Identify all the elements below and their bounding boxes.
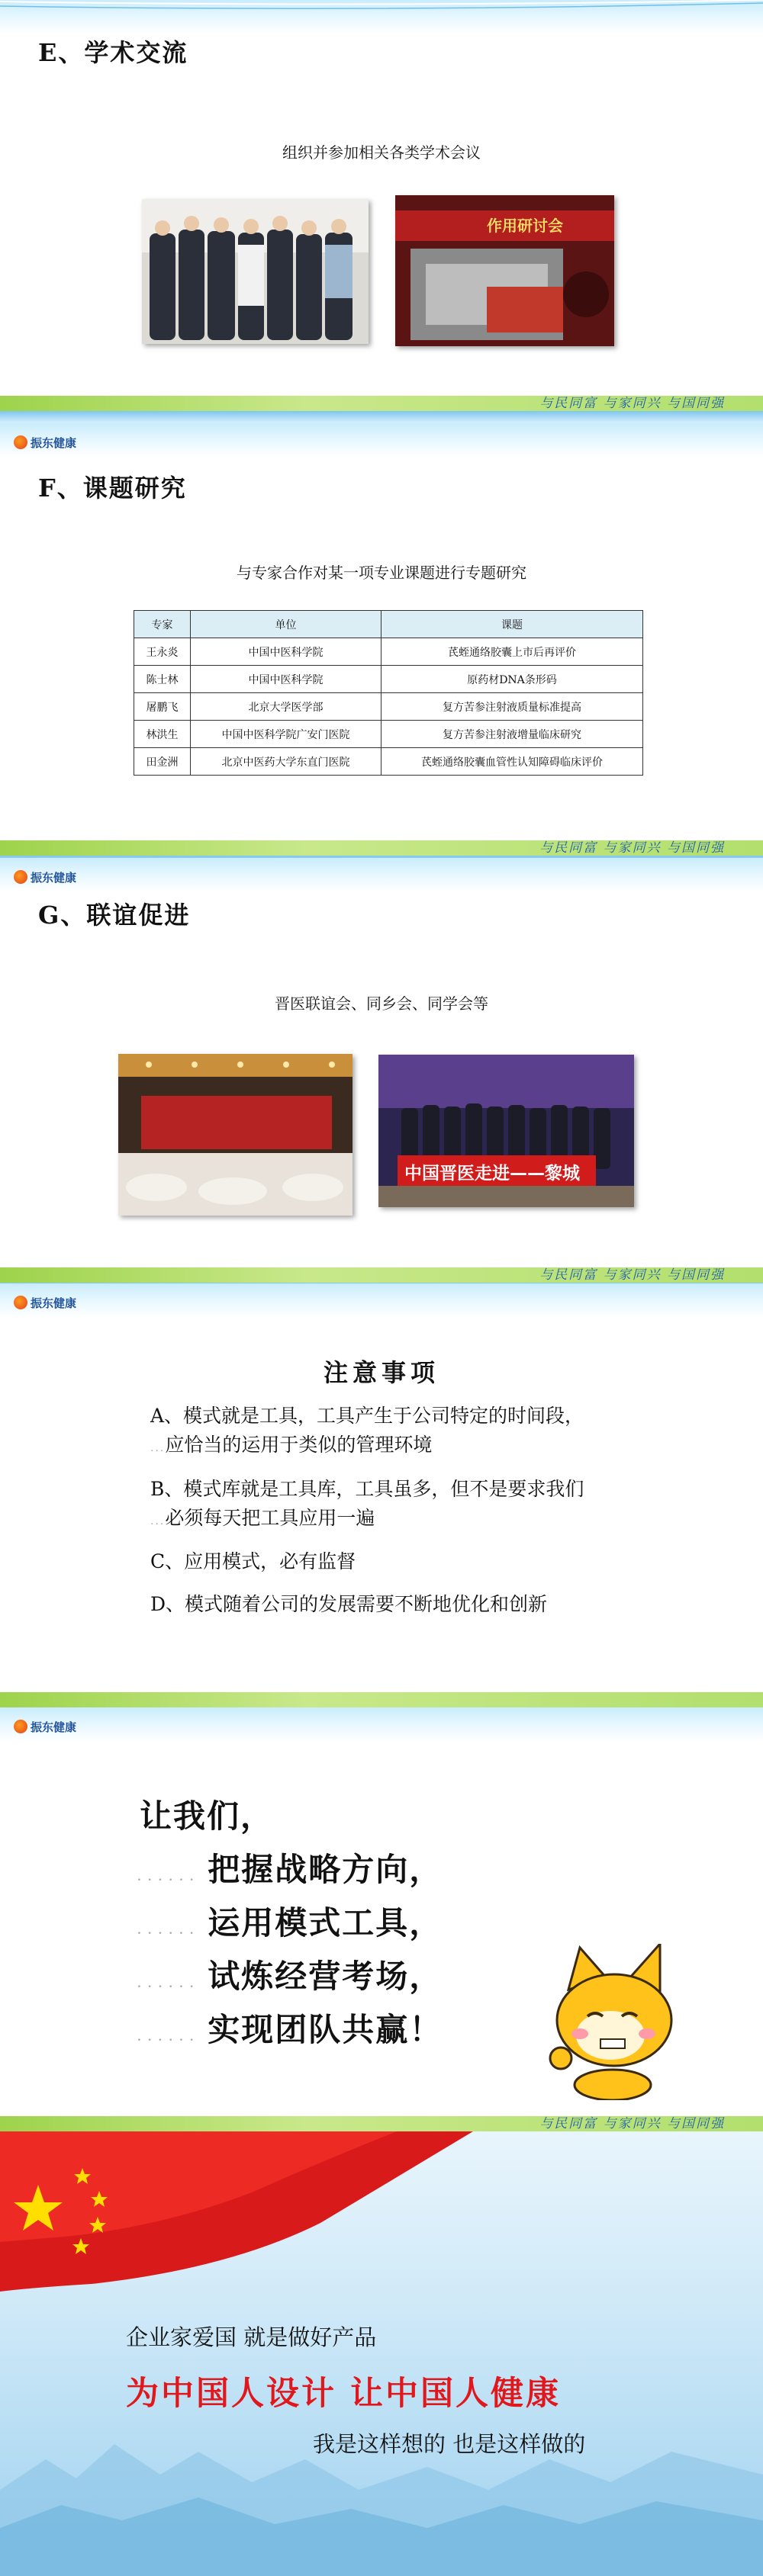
logo-name: 振东健康 — [31, 870, 77, 885]
table-row — [134, 748, 643, 776]
slide-closing — [0, 1707, 763, 2131]
column-header: 课题 — [382, 611, 643, 638]
closing-lead: 让我们， — [140, 1797, 275, 1835]
note-item-c — [150, 1547, 356, 1576]
logo-icon — [14, 435, 27, 449]
table-cell: 陈士林 — [134, 666, 191, 693]
patriot-line-3: 我是这样想的 也是这样做的 — [313, 2431, 586, 2457]
table-row — [134, 666, 643, 693]
bottom-ribbon — [0, 1692, 763, 1707]
notes-title: 注意事项 — [323, 1358, 439, 1387]
research-table — [134, 610, 643, 776]
column-header: 单位 — [191, 611, 382, 638]
slogan: 与民同富 与家同兴 与国同强 — [539, 840, 725, 856]
note-line: 应恰当的运用于类似的管理环境 — [165, 1434, 433, 1456]
table-cell: 原药材DNA条形码 — [382, 666, 643, 693]
top-ribbon — [0, 0, 763, 34]
note-item-d — [150, 1590, 547, 1619]
table-cell: 芪蛭通络胶囊血管性认知障碍临床评价 — [382, 748, 643, 776]
group-photo-image — [142, 199, 369, 344]
closing-line — [137, 1898, 443, 1944]
table-cell: 复方苦参注射液质量标准提高 — [382, 693, 643, 721]
logo-name: 振东健康 — [31, 1720, 77, 1734]
closing-line — [137, 1845, 443, 1890]
company-logo — [14, 1294, 76, 1311]
slogan: 与民同富 与家同兴 与国同强 — [539, 396, 725, 411]
table-header-row — [134, 611, 643, 638]
bottom-ribbon — [0, 396, 763, 423]
bottom-ribbon — [0, 840, 763, 858]
closing-line-text: 运用模式工具， — [208, 1904, 443, 1942]
patriot-line-2: 为中国人设计 让中国人健康 — [126, 2375, 561, 2413]
top-ribbon — [0, 858, 763, 891]
slogan: 与民同富 与家同兴 与国同强 — [539, 1267, 725, 1283]
company-logo — [14, 1718, 76, 1735]
table-cell: 芪蛭通络胶囊上市后再评价 — [382, 638, 643, 666]
section-title: E、学术交流 — [38, 38, 188, 67]
note-line: D、模式随着公司的发展需要不断地优化和创新 — [150, 1593, 548, 1615]
table-cell: 田金洲 — [134, 748, 191, 776]
logo-name: 振东健康 — [31, 1296, 77, 1310]
top-ribbon — [0, 423, 763, 457]
team-banner-photo — [378, 1055, 634, 1207]
table-cell: 复方苦参注射液增量临床研究 — [382, 721, 643, 748]
banquet-photo — [118, 1054, 353, 1216]
team-banner-image — [378, 1055, 634, 1207]
note-line: C、应用模式，必有监督 — [150, 1550, 356, 1572]
closing-line — [137, 2005, 443, 2051]
ribbon-stripes — [0, 0, 763, 34]
flag-background — [0, 2131, 763, 2576]
company-logo — [14, 434, 76, 451]
banquet-image — [118, 1054, 353, 1216]
note-line: A、模式就是工具，工具产生于公司特定的时间段， — [150, 1405, 584, 1427]
table-cell: 中国中医科学院 — [191, 666, 382, 693]
team-banner-text: 中国晋医走进——黎城 — [404, 1164, 580, 1184]
conference-banner-text: 作用研讨会 — [487, 217, 563, 235]
column-header: 专家 — [134, 611, 191, 638]
table-cell: 北京大学医学部 — [191, 693, 382, 721]
indent-dots: ... — [150, 1442, 166, 1454]
indent-dots: . . . . . . — [137, 1978, 195, 1990]
table-cell: 屠鹏飞 — [134, 693, 191, 721]
group-photo-academic — [142, 199, 369, 344]
logo-icon — [14, 1720, 27, 1733]
closing-line-text: 把握战略方向， — [208, 1851, 443, 1888]
closing-line — [137, 1951, 443, 1997]
table-cell: 中国中医科学院广安门医院 — [191, 721, 382, 748]
table-row — [134, 721, 643, 748]
table-cell: 北京中医药大学东直门医院 — [191, 748, 382, 776]
indent-dots: . . . . . . — [137, 1871, 195, 1884]
logo-icon — [14, 870, 27, 884]
logo-icon — [14, 1296, 27, 1309]
note-line: B、模式库就是工具库，工具虽多，但不是要求我们 — [150, 1478, 584, 1500]
indent-dots: . . . . . . — [137, 1925, 195, 1937]
closing-line-text: 试炼经营考场， — [208, 1958, 443, 1995]
closing-line-text: 实现团队共赢！ — [208, 2011, 443, 2048]
section-subtitle: 组织并参加相关各类学术会议 — [282, 143, 481, 162]
indent-dots: ... — [150, 1515, 166, 1527]
logo-name: 振东健康 — [31, 435, 77, 450]
table-row — [134, 638, 643, 666]
conference-photo — [395, 195, 614, 346]
table-cell: 中国中医科学院 — [191, 638, 382, 666]
slogan: 与民同富 与家同兴 与国同强 — [539, 2116, 725, 2131]
section-title: G、联谊促进 — [38, 901, 191, 930]
table-cell: 林洪生 — [134, 721, 191, 748]
slide-academic — [0, 0, 763, 423]
section-title: F、课题研究 — [38, 474, 187, 503]
top-ribbon — [0, 1707, 763, 1741]
bottom-ribbon — [0, 2116, 763, 2131]
table-row — [134, 693, 643, 721]
bottom-ribbon — [0, 1267, 763, 1283]
cat-mascot-icon — [546, 1944, 675, 2100]
section-subtitle: 与专家合作对某一项专业课题进行专题研究 — [237, 564, 526, 582]
indent-dots: . . . . . . — [137, 2032, 195, 2044]
note-line: 必须每天把工具应用一遍 — [165, 1507, 375, 1529]
note-item-b — [150, 1475, 584, 1536]
slide-patriot — [0, 2131, 763, 2576]
patriot-line-1: 企业家爱国 就是做好产品 — [126, 2324, 377, 2350]
section-subtitle: 晋医联谊会、同乡会、同学会等 — [275, 994, 488, 1013]
top-ribbon — [0, 1283, 763, 1317]
note-item-a — [150, 1402, 584, 1463]
slide-friendship — [0, 858, 763, 1283]
table-cell: 王永炎 — [134, 638, 191, 666]
company-logo — [14, 869, 76, 885]
